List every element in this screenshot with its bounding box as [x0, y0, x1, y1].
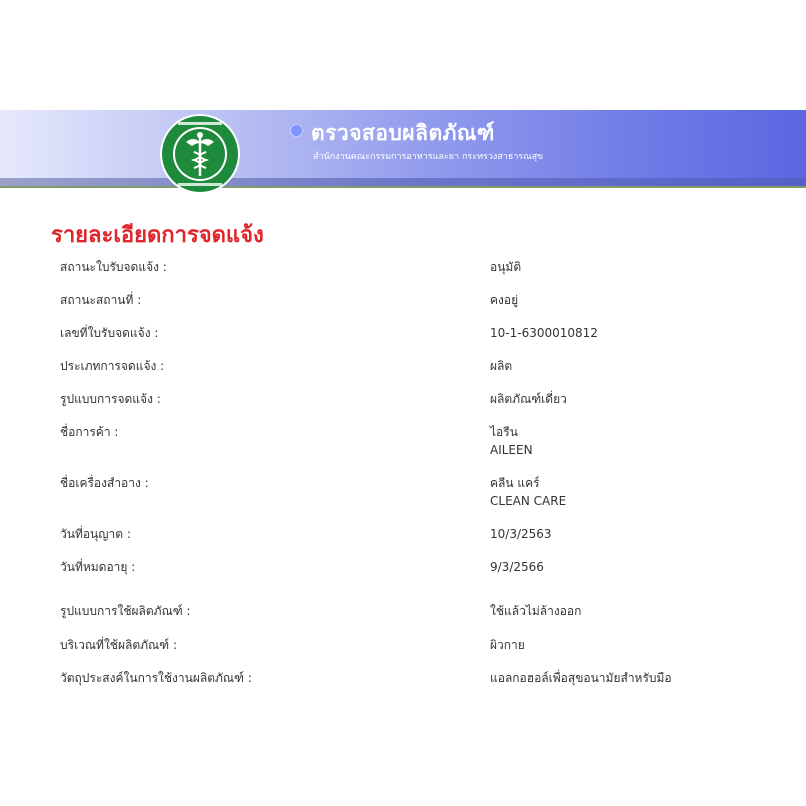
ministry-seal-logo [158, 112, 242, 196]
detail-value: ไอรีน [490, 425, 518, 439]
detail-value: คลีน แคร์ [490, 476, 540, 490]
detail-value: อนุมัติ [490, 260, 522, 274]
detail-value: ผิวกาย [490, 638, 525, 652]
detail-value: 10/3/2563 [490, 527, 552, 541]
detail-value: 10-1-6300010812 [490, 326, 598, 340]
detail-value-secondary: CLEAN CARE [490, 494, 567, 508]
detail-value-secondary: AILEEN [490, 443, 533, 457]
detail-value: แอลกอฮอล์เพื่อสุขอนามัยสำหรับมือ [490, 671, 672, 685]
detail-label: เลขที่ใบรับจดแจ้ง : [60, 326, 159, 340]
detail-label: สถานะใบรับจดแจ้ง : [60, 260, 167, 274]
detail-label: วันที่อนุญาต : [60, 527, 131, 541]
detail-value: 9/3/2566 [490, 560, 544, 574]
detail-label: รูปแบบการจดแจ้ง : [60, 392, 161, 406]
site-subtitle: สำนักงานคณะกรรมการอาหารและยา กระทรวงสาธารณสุข [313, 152, 544, 162]
detail-label: ชื่อเครื่องสำอาง : [60, 476, 149, 490]
detail-label: ชื่อการค้า : [60, 425, 119, 439]
detail-value: ผลิตภัณฑ์เดี่ยว [490, 392, 567, 406]
title-bullet-icon [291, 125, 302, 136]
detail-label: สถานะสถานที่ : [60, 293, 142, 307]
detail-label: ประเภทการจดแจ้ง : [60, 359, 165, 373]
page-heading: รายละเอียดการจดแจ้ง [51, 223, 264, 248]
detail-label: รูปแบบการใช้ผลิตภัณฑ์ : [60, 604, 191, 618]
site-title: ตรวจสอบผลิตภัณฑ์ [311, 121, 495, 145]
detail-value: ผลิต [490, 359, 513, 373]
detail-label: บริเวณที่ใช้ผลิตภัณฑ์ : [60, 638, 177, 652]
header-strip [0, 178, 806, 188]
detail-label: วัตถุประสงค์ในการใช้งานผลิตภัณฑ์ : [60, 671, 252, 685]
detail-label: วันที่หมดอายุ : [60, 560, 136, 574]
detail-value: ใช้แล้วไม่ล้างออก [490, 604, 582, 618]
detail-value: คงอยู่ [490, 293, 519, 307]
